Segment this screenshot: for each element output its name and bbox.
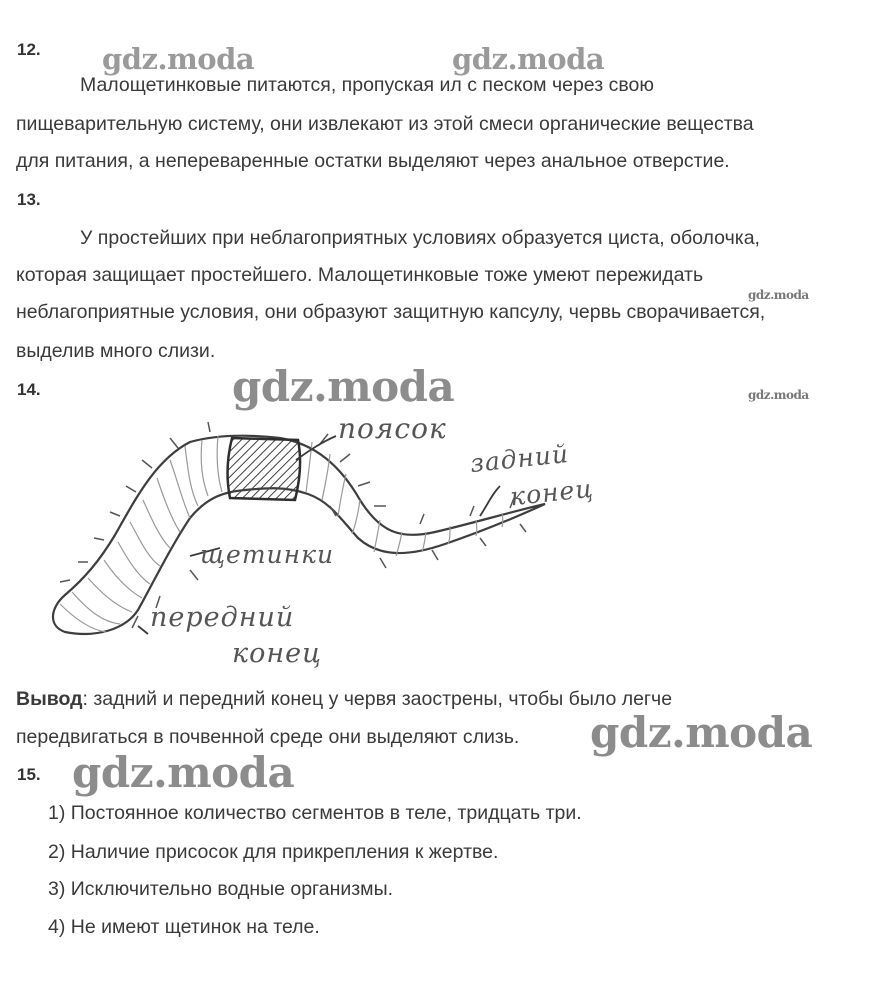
list-item: 3) Исключительно водные организмы. xyxy=(48,878,394,900)
label-rear-end-2: конец xyxy=(508,473,595,512)
watermark: gdz.moda xyxy=(232,362,455,411)
watermark: gdz.moda xyxy=(72,748,295,797)
q14-conclusion-line xyxy=(16,688,672,711)
worm-belt xyxy=(228,438,301,500)
question-number-13: 13. xyxy=(17,190,41,209)
q14-conclusion-line-2: передвигаться в почвенной среде они выделяют слизь. xyxy=(16,726,520,748)
watermark: gdz.moda xyxy=(748,288,809,302)
question-number-12: 12. xyxy=(17,40,41,59)
label-belt: поясок xyxy=(338,412,447,445)
conclusion-label: Вывод xyxy=(16,688,83,710)
question-number-14: 14. xyxy=(17,380,41,399)
watermark: gdz.moda xyxy=(748,388,809,402)
watermark: gdz.moda xyxy=(102,42,255,76)
watermark: gdz.moda xyxy=(452,42,605,76)
q13-text-line: которая защищает простейшего. Малощетинковые тоже умеют пережидать xyxy=(16,264,704,286)
list-item: 2) Наличие присосок для прикрепления к жертве. xyxy=(48,841,499,863)
q12-text-line: Малощетинковые питаются, пропуская ил с песком через свою xyxy=(80,74,654,96)
q13-text-line: выделив много слизи. xyxy=(16,340,216,362)
question-number-15: 15. xyxy=(17,765,41,784)
q13-text-line: неблагоприятные условия, они образуют защитную капсулу, червь сворачивается, xyxy=(16,301,766,323)
list-item: 4) Не имеют щетинок на теле. xyxy=(48,916,320,938)
list-item: 1) Постоянное количество сегментов в теле, тридцать три. xyxy=(48,802,582,824)
label-rear-end-1: задний xyxy=(468,438,571,479)
watermark: gdz.moda xyxy=(590,708,813,757)
label-front-end-2: конец xyxy=(232,638,322,669)
q12-text-line: пищеварительную систему, они извлекают из этой смеси органические вещества xyxy=(16,113,754,135)
q12-text-line: для питания, а непереваренные остатки выделяют через анальное отверстие. xyxy=(16,150,730,172)
q13-text-line: У простейших при неблагоприятных условиях образуется циста, оболочка, xyxy=(80,227,760,249)
conclusion-text: : задний и передний конец у червя заострены, чтобы было легче xyxy=(82,688,673,710)
label-bristles: щетинки xyxy=(200,540,335,569)
label-front-end-1: передний xyxy=(150,602,295,633)
